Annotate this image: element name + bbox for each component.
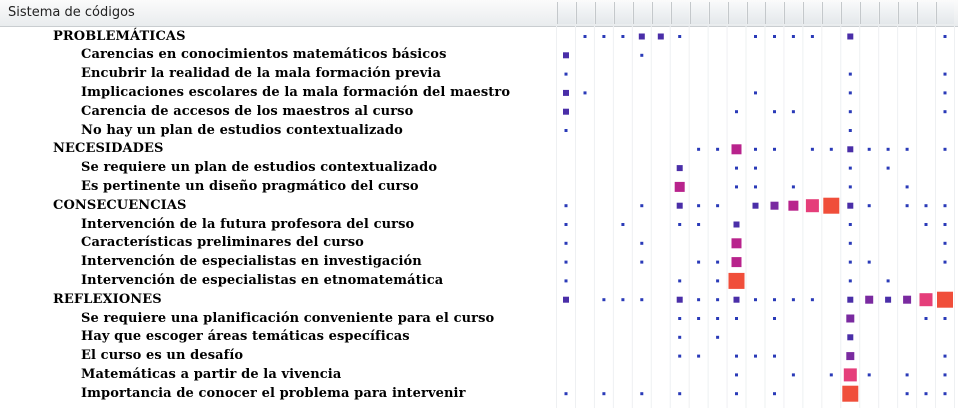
matrix-cell-marker[interactable] <box>697 261 700 264</box>
matrix-cell-marker[interactable] <box>811 148 814 151</box>
code-label[interactable]: Carencia de accesos de los maestros al curso <box>81 103 414 119</box>
matrix-cell-marker[interactable] <box>716 298 719 301</box>
matrix-cell-marker[interactable] <box>847 334 853 340</box>
matrix-cell-marker[interactable] <box>773 35 776 38</box>
matrix-cell-marker[interactable] <box>811 35 814 38</box>
matrix-cell-marker[interactable] <box>735 317 738 320</box>
matrix-cell-marker[interactable] <box>640 261 643 264</box>
matrix-cell-marker[interactable] <box>565 392 568 395</box>
matrix-cell-marker[interactable] <box>925 317 928 320</box>
matrix-cell-marker[interactable] <box>773 355 776 358</box>
matrix-cell-marker[interactable] <box>734 222 740 228</box>
matrix-cell-marker[interactable] <box>937 292 953 308</box>
matrix-cell-marker[interactable] <box>621 298 624 301</box>
matrix-cell-marker[interactable] <box>584 91 587 94</box>
matrix-cell-marker[interactable] <box>584 35 587 38</box>
matrix-cell-marker[interactable] <box>716 261 719 264</box>
matrix-cell-marker[interactable] <box>697 204 700 207</box>
matrix-cell-marker[interactable] <box>868 373 871 376</box>
matrix-cell-marker[interactable] <box>678 279 681 282</box>
matrix-cell-marker[interactable] <box>792 185 795 188</box>
matrix-cell-marker[interactable] <box>678 223 681 226</box>
code-label[interactable]: Importancia de conocer el problema para intervenir <box>81 385 466 401</box>
matrix-cell-marker[interactable] <box>847 34 853 40</box>
matrix-cell-marker[interactable] <box>716 317 719 320</box>
matrix-cell-marker[interactable] <box>773 148 776 151</box>
matrix-cell-marker[interactable] <box>944 261 947 264</box>
matrix-cell-marker[interactable] <box>887 279 890 282</box>
matrix-cell-marker[interactable] <box>697 298 700 301</box>
matrix-cell-marker[interactable] <box>678 35 681 38</box>
matrix-cell-marker[interactable] <box>602 35 605 38</box>
matrix-cell-marker[interactable] <box>806 199 819 212</box>
matrix-cell-marker[interactable] <box>563 297 569 303</box>
matrix-cell-marker[interactable] <box>868 261 871 264</box>
code-label[interactable]: Se requiere una planificación conveniente para el curso <box>81 310 495 326</box>
matrix-cell-marker[interactable] <box>753 203 759 209</box>
matrix-cell-marker[interactable] <box>716 336 719 339</box>
matrix-cell-marker[interactable] <box>565 242 568 245</box>
matrix-cell-marker[interactable] <box>849 167 852 170</box>
code-label[interactable]: Intervención de especialistas en investigación <box>81 254 422 270</box>
matrix-cell-marker[interactable] <box>944 223 947 226</box>
matrix-cell-marker[interactable] <box>754 355 757 358</box>
matrix-cell-marker[interactable] <box>868 204 871 207</box>
matrix-cell-marker[interactable] <box>729 273 745 289</box>
matrix-cell-marker[interactable] <box>773 298 776 301</box>
matrix-cell-marker[interactable] <box>773 317 776 320</box>
matrix-cell-marker[interactable] <box>563 52 569 58</box>
matrix-cell-marker[interactable] <box>944 73 947 76</box>
matrix-cell-marker[interactable] <box>773 392 776 395</box>
matrix-cell-marker[interactable] <box>903 296 911 304</box>
matrix-cell-marker[interactable] <box>621 223 624 226</box>
matrix-cell-marker[interactable] <box>792 110 795 113</box>
matrix-cell-marker[interactable] <box>849 279 852 282</box>
matrix-cell-marker[interactable] <box>677 297 683 303</box>
matrix-cell-marker[interactable] <box>754 185 757 188</box>
code-label[interactable]: Encubrir la realidad de la mala formación previa <box>81 66 441 82</box>
matrix-cell-marker[interactable] <box>847 203 853 209</box>
matrix-cell-marker[interactable] <box>677 203 683 209</box>
matrix-cell-marker[interactable] <box>887 167 890 170</box>
code-group-label[interactable]: REFLEXIONES <box>53 291 162 307</box>
matrix-cell-marker[interactable] <box>678 336 681 339</box>
matrix-cell-marker[interactable] <box>847 297 853 303</box>
matrix-cell-marker[interactable] <box>849 223 852 226</box>
matrix-cell-marker[interactable] <box>735 373 738 376</box>
matrix-cell-marker[interactable] <box>792 35 795 38</box>
matrix-cell-marker[interactable] <box>849 261 852 264</box>
matrix-cell-marker[interactable] <box>658 34 664 40</box>
matrix-cell-marker[interactable] <box>944 373 947 376</box>
matrix-cell-marker[interactable] <box>944 392 947 395</box>
matrix-cell-marker[interactable] <box>678 355 681 358</box>
matrix-cell-marker[interactable] <box>697 148 700 151</box>
code-group-label[interactable]: NECESIDADES <box>53 141 164 157</box>
matrix-cell-marker[interactable] <box>788 201 798 211</box>
matrix-cell-marker[interactable] <box>823 198 839 214</box>
matrix-cell-marker[interactable] <box>639 34 645 40</box>
matrix-cell-marker[interactable] <box>563 109 569 115</box>
matrix-cell-marker[interactable] <box>906 373 909 376</box>
matrix-cell-marker[interactable] <box>735 110 738 113</box>
matrix-cell-marker[interactable] <box>565 223 568 226</box>
matrix-cell-marker[interactable] <box>906 185 909 188</box>
matrix-cell-marker[interactable] <box>925 204 928 207</box>
code-group-label[interactable]: PROBLEMÁTICAS <box>53 28 186 44</box>
matrix-cell-marker[interactable] <box>732 144 742 154</box>
matrix-cell-marker[interactable] <box>640 242 643 245</box>
matrix-cell-marker[interactable] <box>944 110 947 113</box>
matrix-cell-marker[interactable] <box>849 73 852 76</box>
matrix-cell-marker[interactable] <box>842 386 858 402</box>
matrix-cell-marker[interactable] <box>944 317 947 320</box>
matrix-cell-marker[interactable] <box>602 298 605 301</box>
code-group-label[interactable]: CONSECUENCIAS <box>53 197 187 213</box>
matrix-cell-marker[interactable] <box>697 317 700 320</box>
matrix-cell-marker[interactable] <box>887 148 890 151</box>
matrix-cell-marker[interactable] <box>716 204 719 207</box>
matrix-cell-marker[interactable] <box>944 355 947 358</box>
matrix-cell-marker[interactable] <box>565 129 568 132</box>
matrix-cell-marker[interactable] <box>678 392 681 395</box>
matrix-cell-marker[interactable] <box>565 204 568 207</box>
matrix-cell-marker[interactable] <box>849 91 852 94</box>
matrix-cell-marker[interactable] <box>925 223 928 226</box>
matrix-cell-marker[interactable] <box>844 368 857 381</box>
code-label[interactable]: El curso es un desafío <box>81 348 244 364</box>
matrix-cell-marker[interactable] <box>716 279 719 282</box>
matrix-cell-marker[interactable] <box>849 185 852 188</box>
code-label[interactable]: Matemáticas a partir de la vivencia <box>81 366 342 382</box>
matrix-cell-marker[interactable] <box>621 35 624 38</box>
matrix-cell-marker[interactable] <box>849 129 852 132</box>
matrix-cell-marker[interactable] <box>677 165 683 171</box>
matrix-cell-marker[interactable] <box>563 90 569 96</box>
matrix-cell-marker[interactable] <box>792 298 795 301</box>
matrix-cell-marker[interactable] <box>735 355 738 358</box>
matrix-cell-marker[interactable] <box>640 392 643 395</box>
matrix-cell-marker[interactable] <box>697 355 700 358</box>
matrix-cell-marker[interactable] <box>754 35 757 38</box>
matrix-cell-marker[interactable] <box>640 204 643 207</box>
matrix-cell-marker[interactable] <box>920 293 933 306</box>
matrix-cell-marker[interactable] <box>735 185 738 188</box>
code-label[interactable]: No hay un plan de estudios contextualizado <box>81 122 403 138</box>
matrix-cell-marker[interactable] <box>754 91 757 94</box>
code-label[interactable]: Es pertinente un diseño pragmático del curso <box>81 178 419 194</box>
matrix-cell-marker[interactable] <box>640 298 643 301</box>
matrix-cell-marker[interactable] <box>944 204 947 207</box>
matrix-cell-marker[interactable] <box>792 373 795 376</box>
matrix-cell-marker[interactable] <box>640 54 643 57</box>
matrix-cell-marker[interactable] <box>754 167 757 170</box>
matrix-cell-marker[interactable] <box>565 73 568 76</box>
matrix-cell-marker[interactable] <box>678 317 681 320</box>
matrix-cell-marker[interactable] <box>735 167 738 170</box>
code-system-title: Sistema de códigos <box>8 5 135 20</box>
code-label[interactable]: Hay que escoger áreas temáticas específicas <box>81 329 410 345</box>
matrix-cell-marker[interactable] <box>847 146 853 152</box>
matrix-cell-marker[interactable] <box>565 261 568 264</box>
matrix-cell-marker[interactable] <box>865 296 873 304</box>
matrix-cell-marker[interactable] <box>565 279 568 282</box>
matrix-cell-marker[interactable] <box>734 297 740 303</box>
code-label[interactable]: Características preliminares del curso <box>81 235 364 251</box>
code-label[interactable]: Se requiere un plan de estudios contextualizado <box>81 160 438 176</box>
matrix-cell-marker[interactable] <box>906 204 909 207</box>
matrix-cell-marker[interactable] <box>771 202 779 210</box>
matrix-cell-marker[interactable] <box>944 242 947 245</box>
matrix-cell-marker[interactable] <box>602 392 605 395</box>
matrix-cell-marker[interactable] <box>906 148 909 151</box>
code-label[interactable]: Intervención de la futura profesora del curso <box>81 216 415 232</box>
matrix-cell-marker[interactable] <box>849 110 852 113</box>
matrix-cell-marker[interactable] <box>754 148 757 151</box>
matrix-cell-marker[interactable] <box>846 352 854 360</box>
matrix-cell-marker[interactable] <box>849 242 852 245</box>
code-label[interactable]: Implicaciones escolares de la mala formación del maestro <box>81 84 511 100</box>
matrix-cell-marker[interactable] <box>944 35 947 38</box>
matrix-cell-marker[interactable] <box>716 148 719 151</box>
matrix-cell-marker[interactable] <box>944 91 947 94</box>
matrix-cell-marker[interactable] <box>697 223 700 226</box>
code-label[interactable]: Carencias en conocimientos matemáticos básicos <box>81 47 447 63</box>
matrix-cell-marker[interactable] <box>732 257 742 267</box>
matrix-cell-marker[interactable] <box>735 392 738 395</box>
matrix-cell-marker[interactable] <box>830 148 833 151</box>
matrix-cell-marker[interactable] <box>830 373 833 376</box>
matrix-cell-marker[interactable] <box>846 315 854 323</box>
matrix-cell-marker[interactable] <box>675 182 685 192</box>
matrix-cell-marker[interactable] <box>925 392 928 395</box>
matrix-cell-marker[interactable] <box>773 110 776 113</box>
matrix-cell-marker[interactable] <box>732 238 742 248</box>
matrix-cell-marker[interactable] <box>811 298 814 301</box>
matrix-cell-marker[interactable] <box>868 148 871 151</box>
matrix-cell-marker[interactable] <box>906 392 909 395</box>
matrix-cell-marker[interactable] <box>754 298 757 301</box>
matrix-cell-marker[interactable] <box>944 148 947 151</box>
code-label[interactable]: Intervención de especialistas en etnomatemática <box>81 272 444 288</box>
matrix-cell-marker[interactable] <box>885 297 891 303</box>
